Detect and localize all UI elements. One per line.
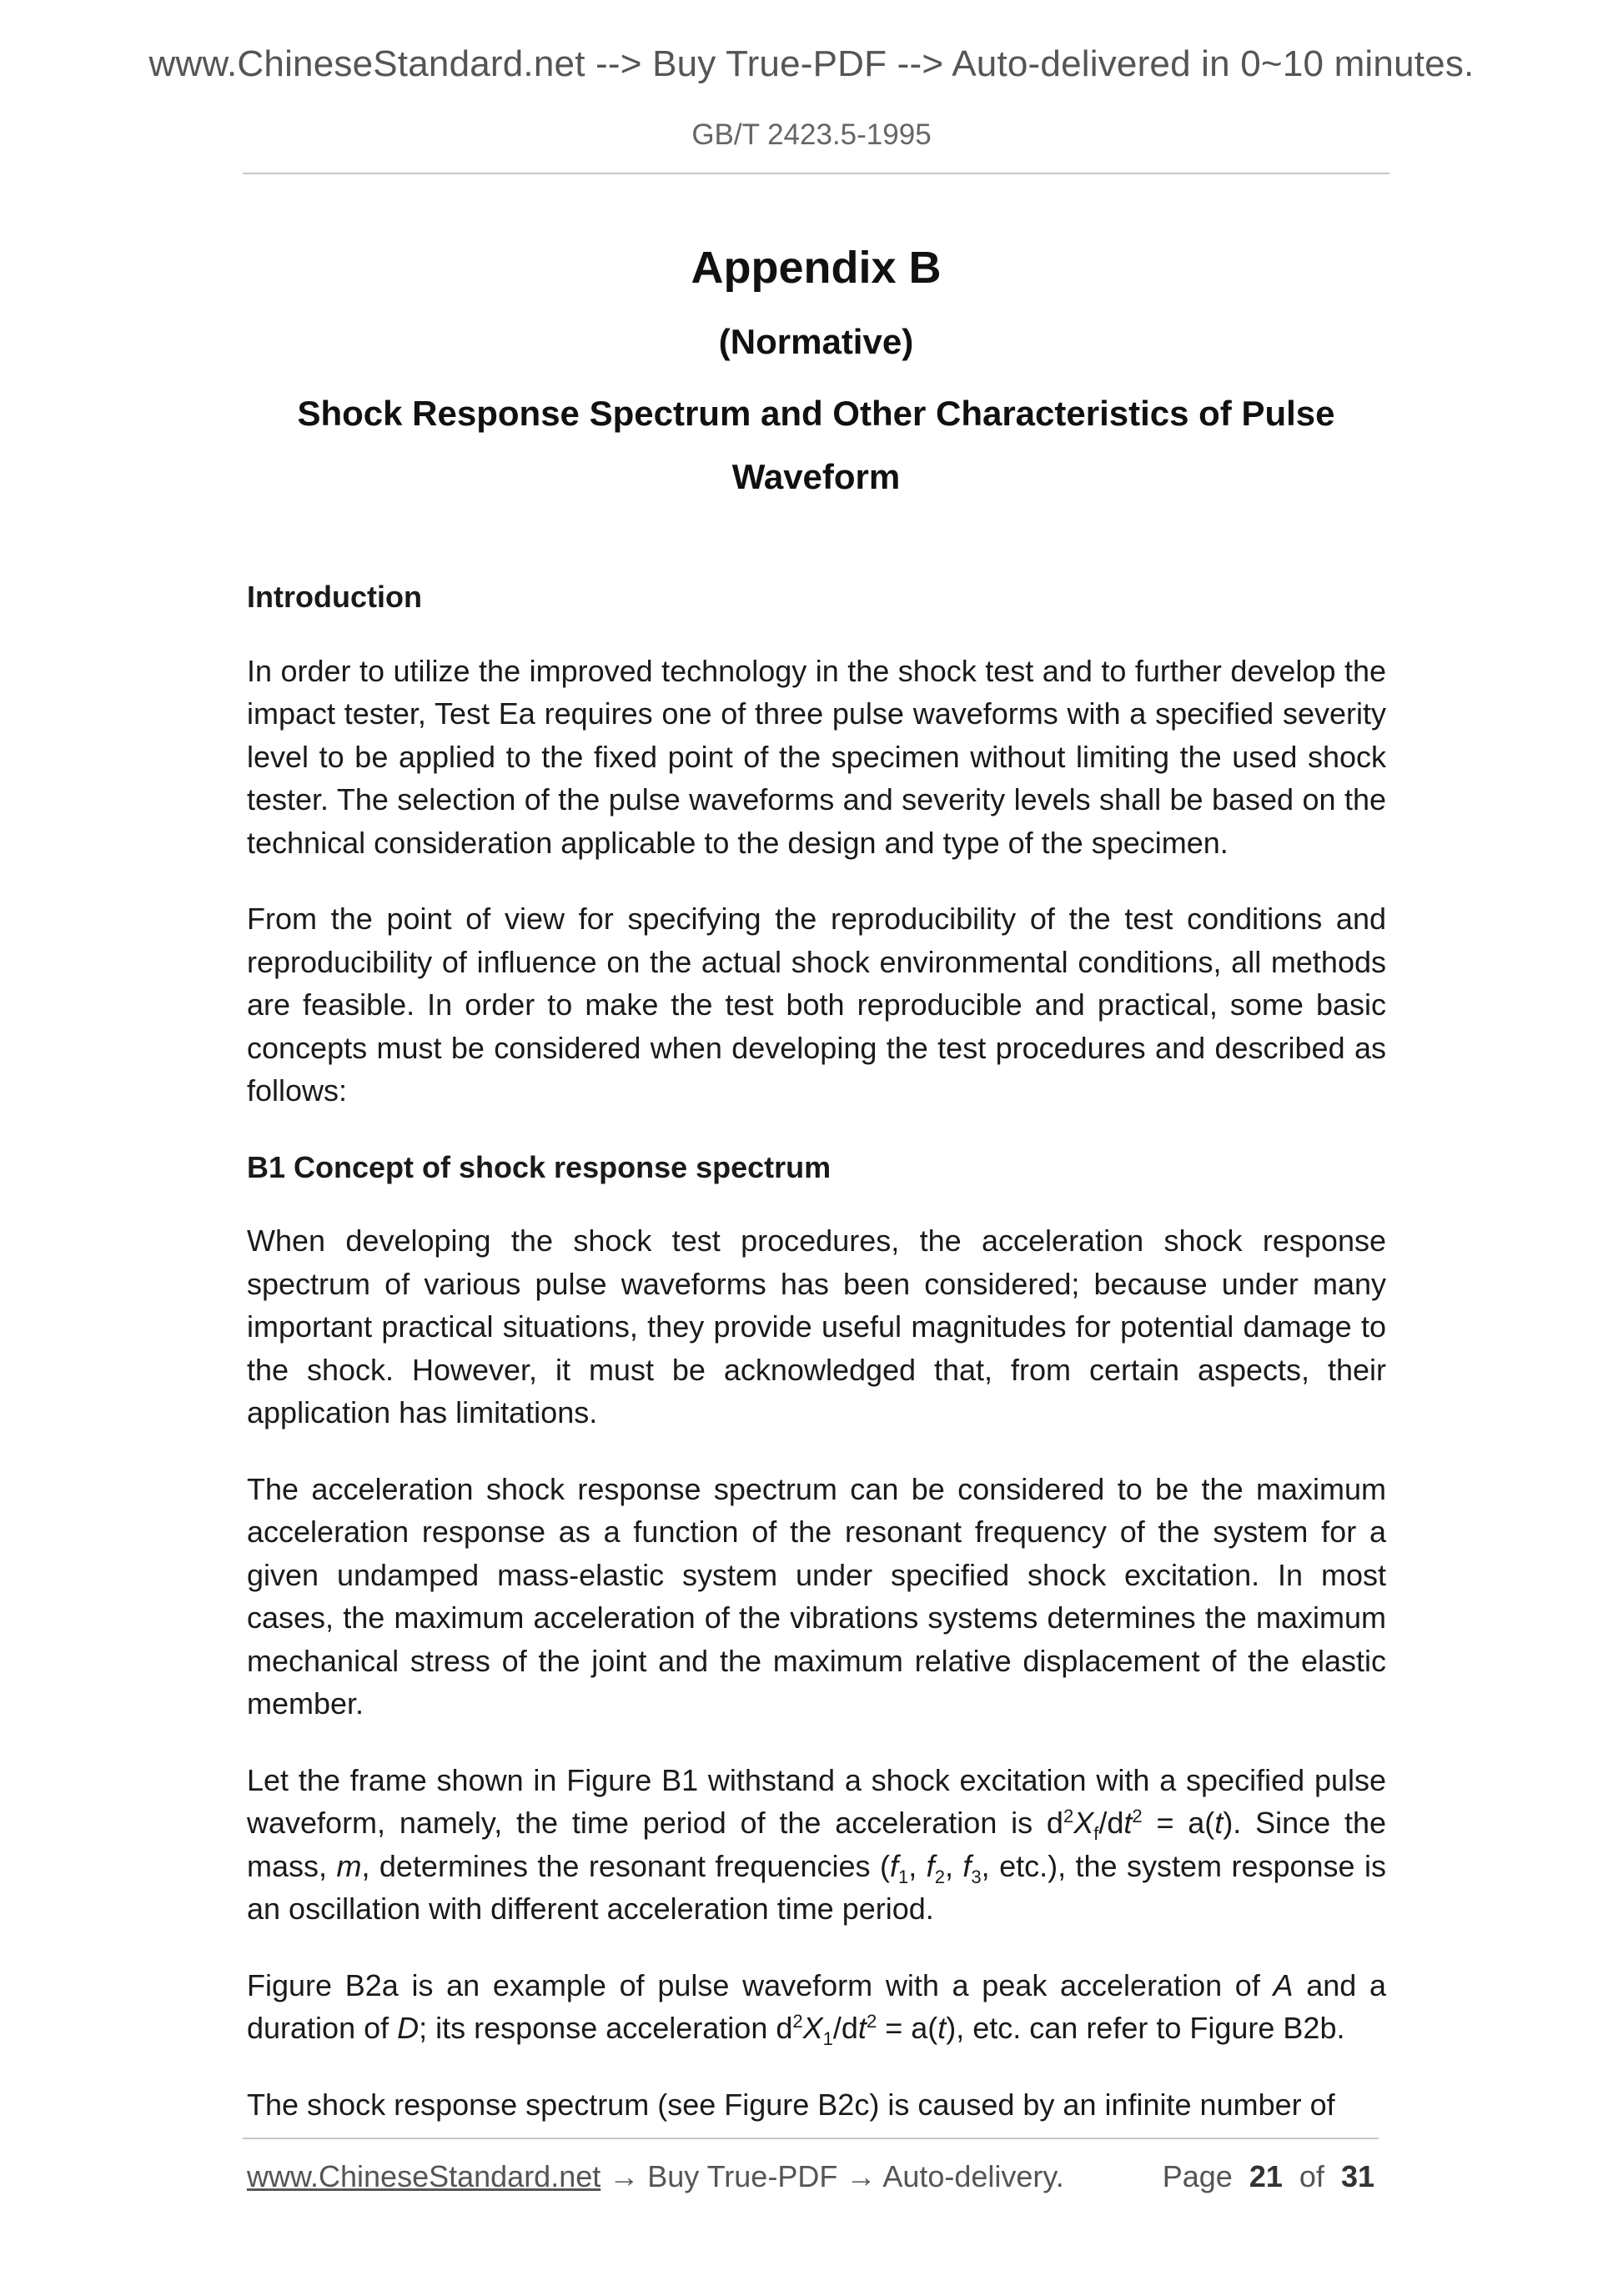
footer-tagline: → Buy True-PDF → Auto-delivery. — [600, 2159, 1064, 2193]
page-label: Page — [1162, 2159, 1233, 2193]
header-divider — [243, 173, 1389, 174]
p4-sub-1: 1 — [822, 2028, 833, 2050]
footer-site-link[interactable]: www.ChineseStandard.net — [247, 2159, 601, 2193]
appendix-normative: (Normative) — [718, 322, 914, 361]
p3-sub-f: f — [1093, 1823, 1099, 1845]
p4-var-t1: t — [857, 2011, 867, 2045]
p4-text-1: Figure B2a is an example of pulse waveform with a peak acceleration of — [247, 1967, 1274, 2002]
p3-var-t2: t — [1214, 1806, 1224, 1840]
p4-sup-1: 2 — [792, 2011, 803, 2032]
p4-text-4: /d — [832, 2011, 858, 2045]
p3-var-f1: f — [889, 1848, 898, 1883]
p4-var-t2: t — [937, 2011, 947, 2045]
footer-divider — [243, 2138, 1379, 2139]
p4-text-2: and a duration of — [247, 1967, 1387, 2045]
b1-paragraph-2: The acceleration shock response spectrum can be considered to be the maximum acceleration response as a function of the resonant frequency of the system for a given undamped mass-elastic system under specified shock excitation. In most cases, the maximum acceleration of the vibrations systems determines the maximum mechanical stress of the joint and the maximum relative displacement of the elastic member. — [247, 1471, 1386, 1721]
page-footer — [247, 2159, 1381, 2194]
p4-var-a: A — [1273, 1967, 1294, 2002]
p3-var-t1: t — [1123, 1806, 1133, 1840]
p3-sub-2: 2 — [934, 1866, 945, 1887]
p3-var-f2: f — [926, 1848, 935, 1883]
standard-code: GB/T 2423.5-1995 — [691, 118, 932, 151]
p3-sup-1: 2 — [1063, 1806, 1074, 1826]
p4-sup-2: 2 — [866, 2011, 877, 2032]
intro-paragraph-2: From the point of view for specifying the reproducibility of the test conditions and reproducibility of influence on the actual shock environmental conditions, all methods are feasible. In order to make the test both reproducible and practical, some basic concepts must be considered when developing the test procedures and described as follows: — [247, 902, 1386, 1108]
introduction-heading: Introduction — [247, 580, 422, 614]
p3-comma-2: , — [944, 1848, 963, 1883]
top-banner: www.ChineseStandard.net --> Buy True-PDF --> Auto-delivered in 0~10 minutes. — [148, 43, 1475, 84]
page-total: 31 — [1340, 2159, 1374, 2193]
p4-text-6: ), etc. can refer to Figure B2b. — [946, 2011, 1345, 2045]
p3-text-6: , etc.), the system response is an oscillation with different acceleration time period. — [247, 1848, 1386, 1926]
p3-sup-2: 2 — [1132, 1806, 1143, 1826]
p3-sub-3: 3 — [971, 1866, 982, 1887]
p3-comma-1: , — [908, 1848, 927, 1883]
p3-text-1: Let the frame shown in Figure B1 withstand a shock excitation with a specified pulse waveform, namely, the time period of the acceleration is d — [247, 1762, 1386, 1840]
page-of-label: of — [1299, 2159, 1324, 2193]
b1-paragraph-1: When developing the shock test procedures, the acceleration shock response spectrum of various pulse waveforms has been considered; because under many important practical situations, they provide useful magnitudes for potential damage to the shock. However, it must be acknowledged that, from certain aspects, their application has limitations. — [247, 1223, 1386, 1429]
appendix-subject: Shock Response Spectrum and Other Characteristics of Pulse Waveform — [297, 394, 1335, 496]
p3-var-m: m — [336, 1848, 362, 1883]
p4-text-5: = a( — [877, 2011, 938, 2045]
p4-var-d: D — [397, 2011, 420, 2045]
b1-paragraph-3 — [247, 1759, 1386, 1931]
p3-var-f3: f — [962, 1848, 972, 1883]
document-body — [247, 575, 1386, 2159]
p3-text-3: = a( — [1142, 1806, 1215, 1840]
p3-sub-1: 1 — [897, 1866, 909, 1887]
p3-text-2: /d — [1098, 1806, 1124, 1840]
b1-heading: B1 Concept of shock response spectrum — [247, 1149, 832, 1184]
p3-text-5: , determines the resonant frequencies ( — [361, 1848, 890, 1883]
p3-var-x: X — [1073, 1806, 1094, 1840]
page-indicator — [1163, 2159, 1374, 2194]
p4-text-3: ; its response acceleration d — [419, 2011, 793, 2045]
appendix-title-block — [243, 239, 1389, 509]
p4-var-x: X — [802, 2011, 823, 2045]
page-number: 21 — [1249, 2159, 1283, 2193]
b1-paragraph-5: The shock response spectrum (see Figure B2c) is caused by an infinite number of — [247, 2087, 1335, 2122]
p3-text-4: ). Since the mass, — [247, 1806, 1387, 1883]
appendix-title: Appendix B — [691, 243, 942, 293]
intro-paragraph-1: In order to utilize the improved technology in the shock test and to further develop the impact tester, Test Ea requires one of three pulse waveforms with a specified severity level to be applied to the fixed point of the specimen without limiting the used shock tester. The selection of the pulse waveforms and severity levels shall be based on the technical consideration applicable to the design and type of the specimen. — [247, 653, 1386, 860]
b1-paragraph-4 — [247, 1964, 1386, 2050]
